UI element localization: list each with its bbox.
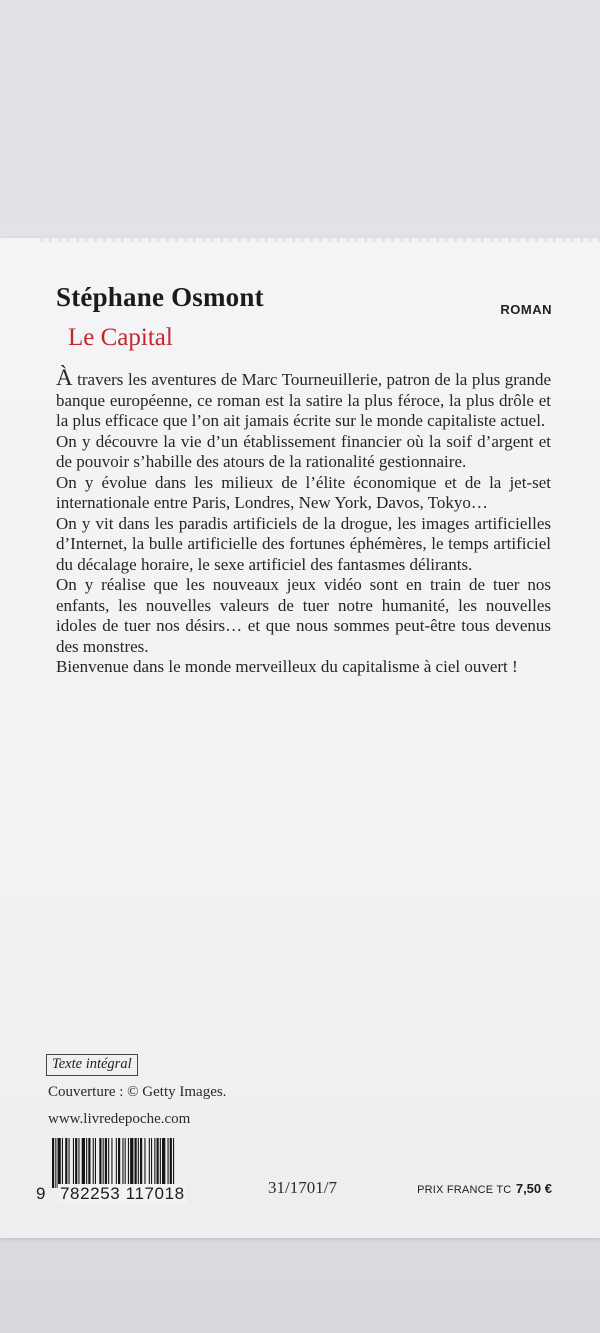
blurb-text — [56, 365, 551, 678]
barcode-bars-icon — [52, 1138, 216, 1188]
blurb-paragraph: Bienvenue dans le monde merveilleux du capitalisme à ciel ouvert ! — [56, 657, 518, 676]
book-back-cover — [0, 238, 600, 1238]
barcode-digits: 782253 117018 — [60, 1184, 185, 1203]
genre-label: ROMAN — [500, 302, 552, 317]
barcode-first-digit: 9 — [36, 1184, 46, 1203]
price-label: PRIX FRANCE TC — [417, 1184, 512, 1196]
cover-top-edge — [40, 238, 600, 242]
author-name: Stéphane Osmont — [56, 282, 264, 312]
blurb-paragraph: On y évolue dans les milieux de l’élite économique et de la jet-set internationale entre Paris, Londres, New York, Davos, Tokyo… — [56, 472, 551, 512]
book-title: Le Capital — [68, 324, 173, 351]
price — [417, 1180, 552, 1198]
blurb-paragraph — [56, 365, 551, 432]
integral-text-label: Texte intégral — [46, 1054, 138, 1076]
blurb-paragraph: On y vit dans les paradis artificiels de la drogue, les images artificielles d’Internet, la bulle artificielle des fortunes éphémères, le temps artificiel du décalage horaire, le sexe artificiel des fantasmes délirants. — [56, 513, 551, 574]
publisher-website: www.livredepoche.com — [48, 1111, 191, 1127]
cover-credit: Couverture : © Getty Images. — [48, 1084, 227, 1100]
blurb-dropcap: À — [56, 365, 73, 390]
blurb-paragraph: On y réalise que les nouveaux jeux vidéo sont en train de tuer nos enfants, les nouvelles valeurs de tuer notre humanité, les nouvelles idoles de tuer nos désirs… et que nous sommes peut-être tous devenus des monstres. — [56, 575, 551, 656]
blurb-first-paragraph: travers les aventures de Marc Tourneuillerie, patron de la plus grande banque européenne, ce roman est la satire la plus féroce, la plus drôle et la plus efficace que l’on ait jamais écrite sur le monde capitaliste actuel. — [56, 370, 551, 430]
price-value: 7,50 € — [515, 1181, 552, 1196]
catalog-code: 31/1701/7 — [268, 1178, 337, 1197]
blurb-paragraph: On y découvre la vie d’un établissement financier où la soif d’argent et de pouvoir s’habille des atours de la rationalité gestionnaire. — [56, 431, 551, 471]
isbn-barcode — [36, 1138, 216, 1204]
